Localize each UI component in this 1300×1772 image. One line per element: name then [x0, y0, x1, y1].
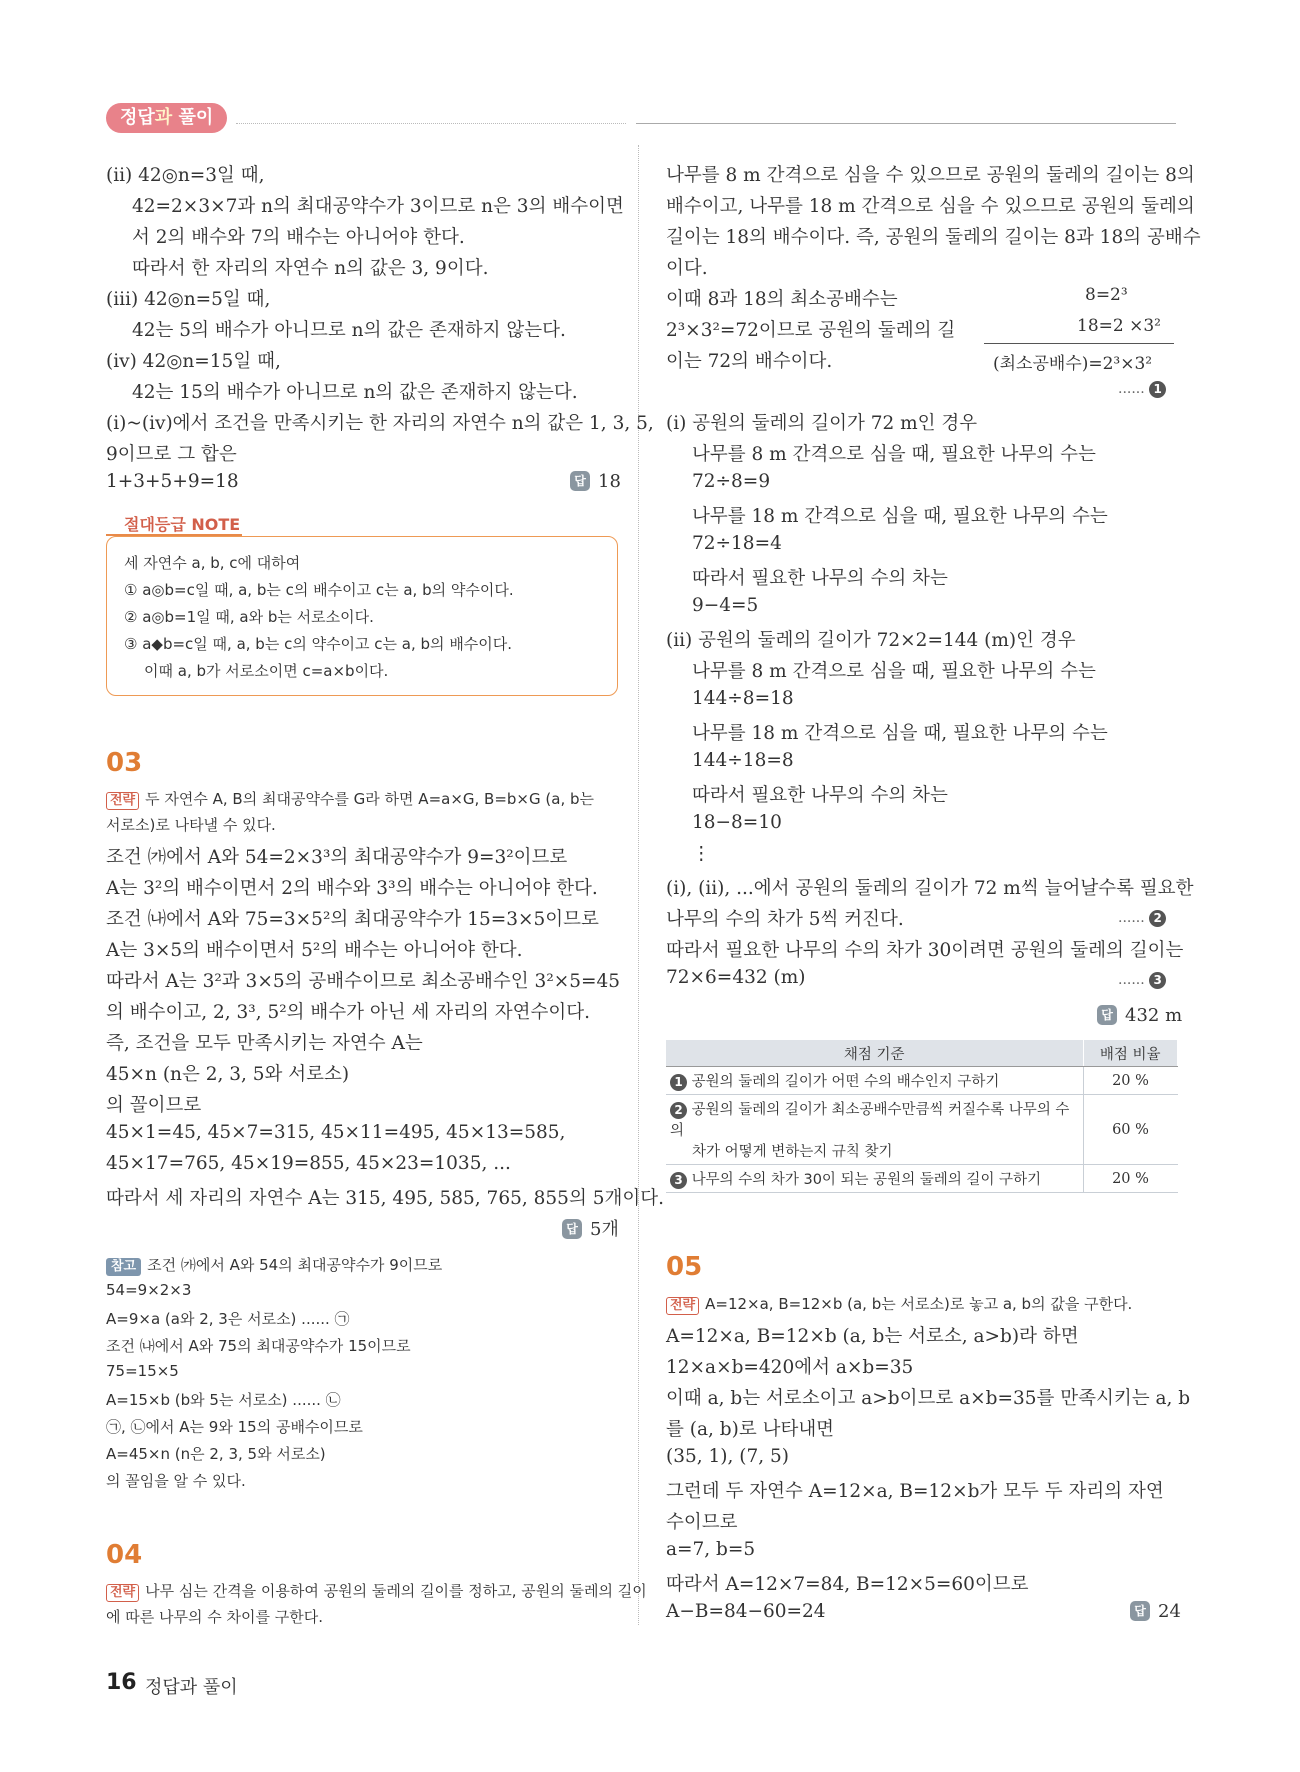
reference-line: A=9×a (a와 2, 3은 서로소) ...... ㉠	[106, 1310, 350, 1328]
note-title: 절대등급 NOTE	[124, 515, 241, 534]
text-line: 따라서 A는 3²과 3×5의 공배수이므로 최소공배수인 3²×5=45	[106, 971, 621, 992]
text-line: 나무를 18 m 간격으로 심을 때, 필요한 나무의 수는	[692, 723, 1108, 744]
grading-row: 2 공원의 둘레의 길이가 최소공배수만큼씩 커질수록 나무의 수의 차가 어떻게 변하는지 규칙 찾기 60 %	[666, 1095, 1178, 1165]
lcm-divider	[984, 343, 1174, 344]
text-line: (ⅱ) 공원의 둘레의 길이가 72×2=144 (m)인 경우	[666, 630, 1076, 651]
text-line: 144÷18=8	[692, 750, 794, 771]
text-line: 이때 a, b는 서로소이고 a>b이므로 a×b=35를 만족시키는 a, b	[666, 1388, 1191, 1409]
text-line: (ⅳ) 42◎n=15일 때,	[106, 351, 281, 372]
text-line: 나무의 수의 차가 5씩 커진다.	[666, 909, 904, 930]
text-line: A−B=84−60=24	[666, 1601, 826, 1622]
strategy-tag: 전략	[666, 1297, 699, 1315]
column-divider	[638, 145, 639, 1625]
grading-header-rate: 배점 비율	[1083, 1040, 1178, 1067]
strategy-tag: 전략	[106, 1584, 139, 1602]
circle-2-icon: 2	[670, 1102, 687, 1119]
text-line: 의 꼴이므로	[106, 1095, 202, 1116]
problem-number-05: 05	[666, 1252, 703, 1282]
text-line: 서 2의 배수와 7의 배수는 아니어야 한다.	[132, 227, 465, 248]
text-line: (35, 1), (7, 5)	[666, 1446, 790, 1467]
mark-3: ...... 3	[1118, 972, 1166, 989]
answer-badge-icon: 답	[1097, 1005, 1117, 1025]
text-line: A는 3×5의 배수이면서 5²의 배수는 아니어야 한다.	[106, 940, 523, 961]
text-line: 45×1=45, 45×7=315, 45×11=495, 45×13=585,	[106, 1122, 566, 1143]
mark-1: ...... 1	[1118, 381, 1166, 398]
text-line: 따라서 한 자리의 자연수 n의 값은 3, 9이다.	[132, 258, 489, 279]
text-line: 조건 ㈎에서 A와 54=2×3³의 최대공약수가 9=3²이므로	[106, 847, 568, 868]
note-line: ① a◎b=c일 때, a, b는 c의 배수이고 c는 a, b의 약수이다.	[124, 581, 514, 599]
text-line: 따라서 A=12×7=84, B=12×5=60이므로	[666, 1574, 1029, 1595]
answer-badge-icon: 답	[570, 471, 590, 491]
circle-3-icon: 3	[670, 1172, 687, 1189]
text-line: 42는 15의 배수가 아니므로 n의 값은 존재하지 않는다.	[132, 382, 578, 403]
text-line: (ⅲ) 42◎n=5일 때,	[106, 289, 271, 310]
strategy-05: 전략 A=12×a, B=12×b (a, b는 서로소)로 놓고 a, b의 값을 구한다.	[666, 1293, 1132, 1315]
reference-line: A=45×n (n은 2, 3, 5와 서로소)	[106, 1445, 326, 1463]
circle-1-icon: 1	[1149, 381, 1166, 398]
text-line: 18−8=10	[692, 812, 782, 833]
text-line: (ⅱ) 42◎n=3일 때,	[106, 165, 265, 186]
circle-3-icon: 3	[1149, 972, 1166, 989]
strategy-04: 전략 나무 심는 간격을 이용하여 공원의 둘레의 길이를 정하고, 공원의 둘레의 길이	[106, 1580, 647, 1602]
reference-line: 54=9×2×3	[106, 1281, 192, 1299]
text-line: 9−4=5	[692, 595, 759, 616]
text-line: 나무를 8 m 간격으로 심을 때, 필요한 나무의 수는	[692, 661, 1096, 682]
answer-04: 답 432 m	[1097, 1005, 1182, 1026]
text-line: 45×n (n은 2, 3, 5와 서로소)	[106, 1064, 350, 1085]
section-header-tag: 정답과 풀이	[106, 103, 227, 133]
text-line: 나무를 18 m 간격으로 심을 때, 필요한 나무의 수는	[692, 506, 1108, 527]
reference-line: 참고 조건 ㈎에서 A와 54의 최대공약수가 9이므로	[106, 1254, 442, 1276]
header-rule-left	[236, 123, 626, 124]
text-line: 1+3+5+9=18	[106, 471, 239, 492]
text-line: 따라서 필요한 나무의 수의 차가 30이려면 공원의 둘레의 길이는	[666, 940, 1184, 961]
text-line: 의 배수이고, 2, 3³, 5²의 배수가 아닌 세 자리의 자연수이다.	[106, 1002, 591, 1023]
text-line: (ⅰ) 공원의 둘레의 길이가 72 m인 경우	[666, 413, 978, 434]
text-line: 42는 5의 배수가 아니므로 n의 값은 존재하지 않는다.	[132, 320, 566, 341]
text-line: 수이므로	[666, 1512, 738, 1533]
strategy-03: 전략 두 자연수 A, B의 최대공약수를 G라 하면 A=a×G, B=b×G (a, b는	[106, 788, 594, 810]
reference-line: 조건 ㈏에서 A와 75의 최대공약수가 15이므로	[106, 1337, 411, 1355]
answer-badge-icon: 답	[1130, 1601, 1150, 1621]
note-line: ② a◎b=1일 때, a와 b는 서로소이다.	[124, 608, 374, 626]
text-line: 45×17=765, 45×19=855, 45×23=1035, ...	[106, 1153, 511, 1174]
text-line: 12×a×b=420에서 a×b=35	[666, 1357, 914, 1378]
text-line: 나무를 8 m 간격으로 심을 때, 필요한 나무의 수는	[692, 444, 1096, 465]
answer-05: 답 24	[1130, 1601, 1181, 1622]
footer-label: 정답과 풀이	[145, 1677, 238, 1698]
text-line: ⋮	[692, 843, 711, 864]
text-line: (ⅰ), (ⅱ), ...에서 공원의 둘레의 길이가 72 m씩 늘어날수록 필요한	[666, 878, 1194, 899]
answer-02: 답 18	[570, 471, 621, 492]
note-line: 세 자연수 a, b, c에 대하여	[124, 554, 301, 572]
circle-2-icon: 2	[1149, 910, 1166, 927]
problem-number-04: 04	[106, 1540, 143, 1570]
text-line: 따라서 세 자리의 자연수 A는 315, 495, 585, 765, 855의 5개이다.	[106, 1188, 664, 1209]
header-rule-right	[636, 123, 1176, 124]
text-line: 나무를 8 m 간격으로 심을 수 있으므로 공원의 둘레의 길이는 8의	[666, 165, 1195, 186]
text-line: 9이므로 그 합은	[106, 444, 237, 465]
text-line: 72÷8=9	[692, 471, 771, 492]
lcm-line: (최소공배수)=2³×3²	[993, 354, 1153, 374]
mark-2: ...... 2	[1118, 910, 1166, 927]
text-line: A=12×a, B=12×b (a, b는 서로소, a>b)라 하면	[666, 1326, 1079, 1347]
text-line: 72×6=432 (m)	[666, 967, 806, 988]
text-line: 배수이고, 나무를 18 m 간격으로 심을 수 있으므로 공원의 둘레의	[666, 196, 1195, 217]
text-line: 길이는 18의 배수이다. 즉, 공원의 둘레의 길이는 8과 18의 공배수	[666, 227, 1201, 248]
text-line: 따라서 필요한 나무의 수의 차는	[692, 568, 948, 589]
text-line: 42=2×3×7과 n의 최대공약수가 3이므로 n은 3의 배수이면	[132, 196, 624, 217]
text-line: 조건 ㈏에서 A와 75=3×5²의 최대공약수가 15=3×5이므로	[106, 909, 599, 930]
reference-line: 의 꼴임을 알 수 있다.	[106, 1472, 246, 1490]
text-line: 를 (a, b)로 나타내면	[666, 1419, 835, 1440]
text-line: 72÷18=4	[692, 533, 782, 554]
note-line: 이때 a, b가 서로소이면 c=a×b이다.	[144, 662, 389, 680]
grading-row: 3 나무의 수의 차가 30이 되는 공원의 둘레의 길이 구하기 20 %	[666, 1165, 1178, 1193]
strategy-03-cont: 서로소)로 나타낼 수 있다.	[106, 816, 276, 834]
text-line: A는 3²의 배수이면서 2의 배수와 3³의 배수는 아니어야 한다.	[106, 878, 598, 899]
grading-header-criteria: 채점 기준	[666, 1040, 1083, 1067]
text-line: 이는 72의 배수이다.	[666, 351, 833, 372]
text-line: 이다.	[666, 258, 708, 279]
lcm-line: 18=2 ×3²	[1077, 316, 1161, 336]
text-line: 이때 8과 18의 최소공배수는	[666, 289, 898, 310]
note-line: ③ a◆b=c일 때, a, b는 c의 약수이고 c는 a, b의 배수이다.	[124, 635, 513, 653]
circle-1-icon: 1	[670, 1074, 687, 1091]
reference-line: A=15×b (b와 5는 서로소) ...... ㉡	[106, 1391, 341, 1409]
text-line: 즉, 조건을 모두 만족시키는 자연수 A는	[106, 1033, 423, 1054]
reference-line: 75=15×5	[106, 1362, 179, 1380]
grading-row: 1 공원의 둘레의 길이가 어떤 수의 배수인지 구하기 20 %	[666, 1067, 1178, 1095]
text-line: 144÷8=18	[692, 688, 794, 709]
reference-tag: 참고	[106, 1258, 141, 1276]
text-line: (ⅰ)~(ⅳ)에서 조건을 만족시키는 한 자리의 자연수 n의 값은 1, 3, 5,	[106, 413, 654, 434]
reference-line: ㉠, ㉡에서 A는 9와 15의 공배수이므로	[106, 1418, 363, 1436]
text-line: 2³×3²=72이므로 공원의 둘레의 길	[666, 320, 956, 341]
page-number: 16	[106, 1670, 137, 1695]
lcm-line: 8=2³	[1085, 285, 1128, 305]
text-line: 따라서 필요한 나무의 수의 차는	[692, 785, 948, 806]
text-line: a=7, b=5	[666, 1539, 756, 1560]
answer-badge-icon: 답	[562, 1219, 582, 1239]
problem-number-03: 03	[106, 748, 143, 778]
answer-03: 답 5개	[562, 1215, 619, 1241]
text-line: 그런데 두 자연수 A=12×a, B=12×b가 모두 두 자리의 자연	[666, 1481, 1164, 1502]
strategy-tag: 전략	[106, 792, 139, 810]
strategy-04-cont: 에 따른 나무의 수 차이를 구한다.	[106, 1608, 323, 1626]
grading-table	[666, 1040, 1178, 1193]
